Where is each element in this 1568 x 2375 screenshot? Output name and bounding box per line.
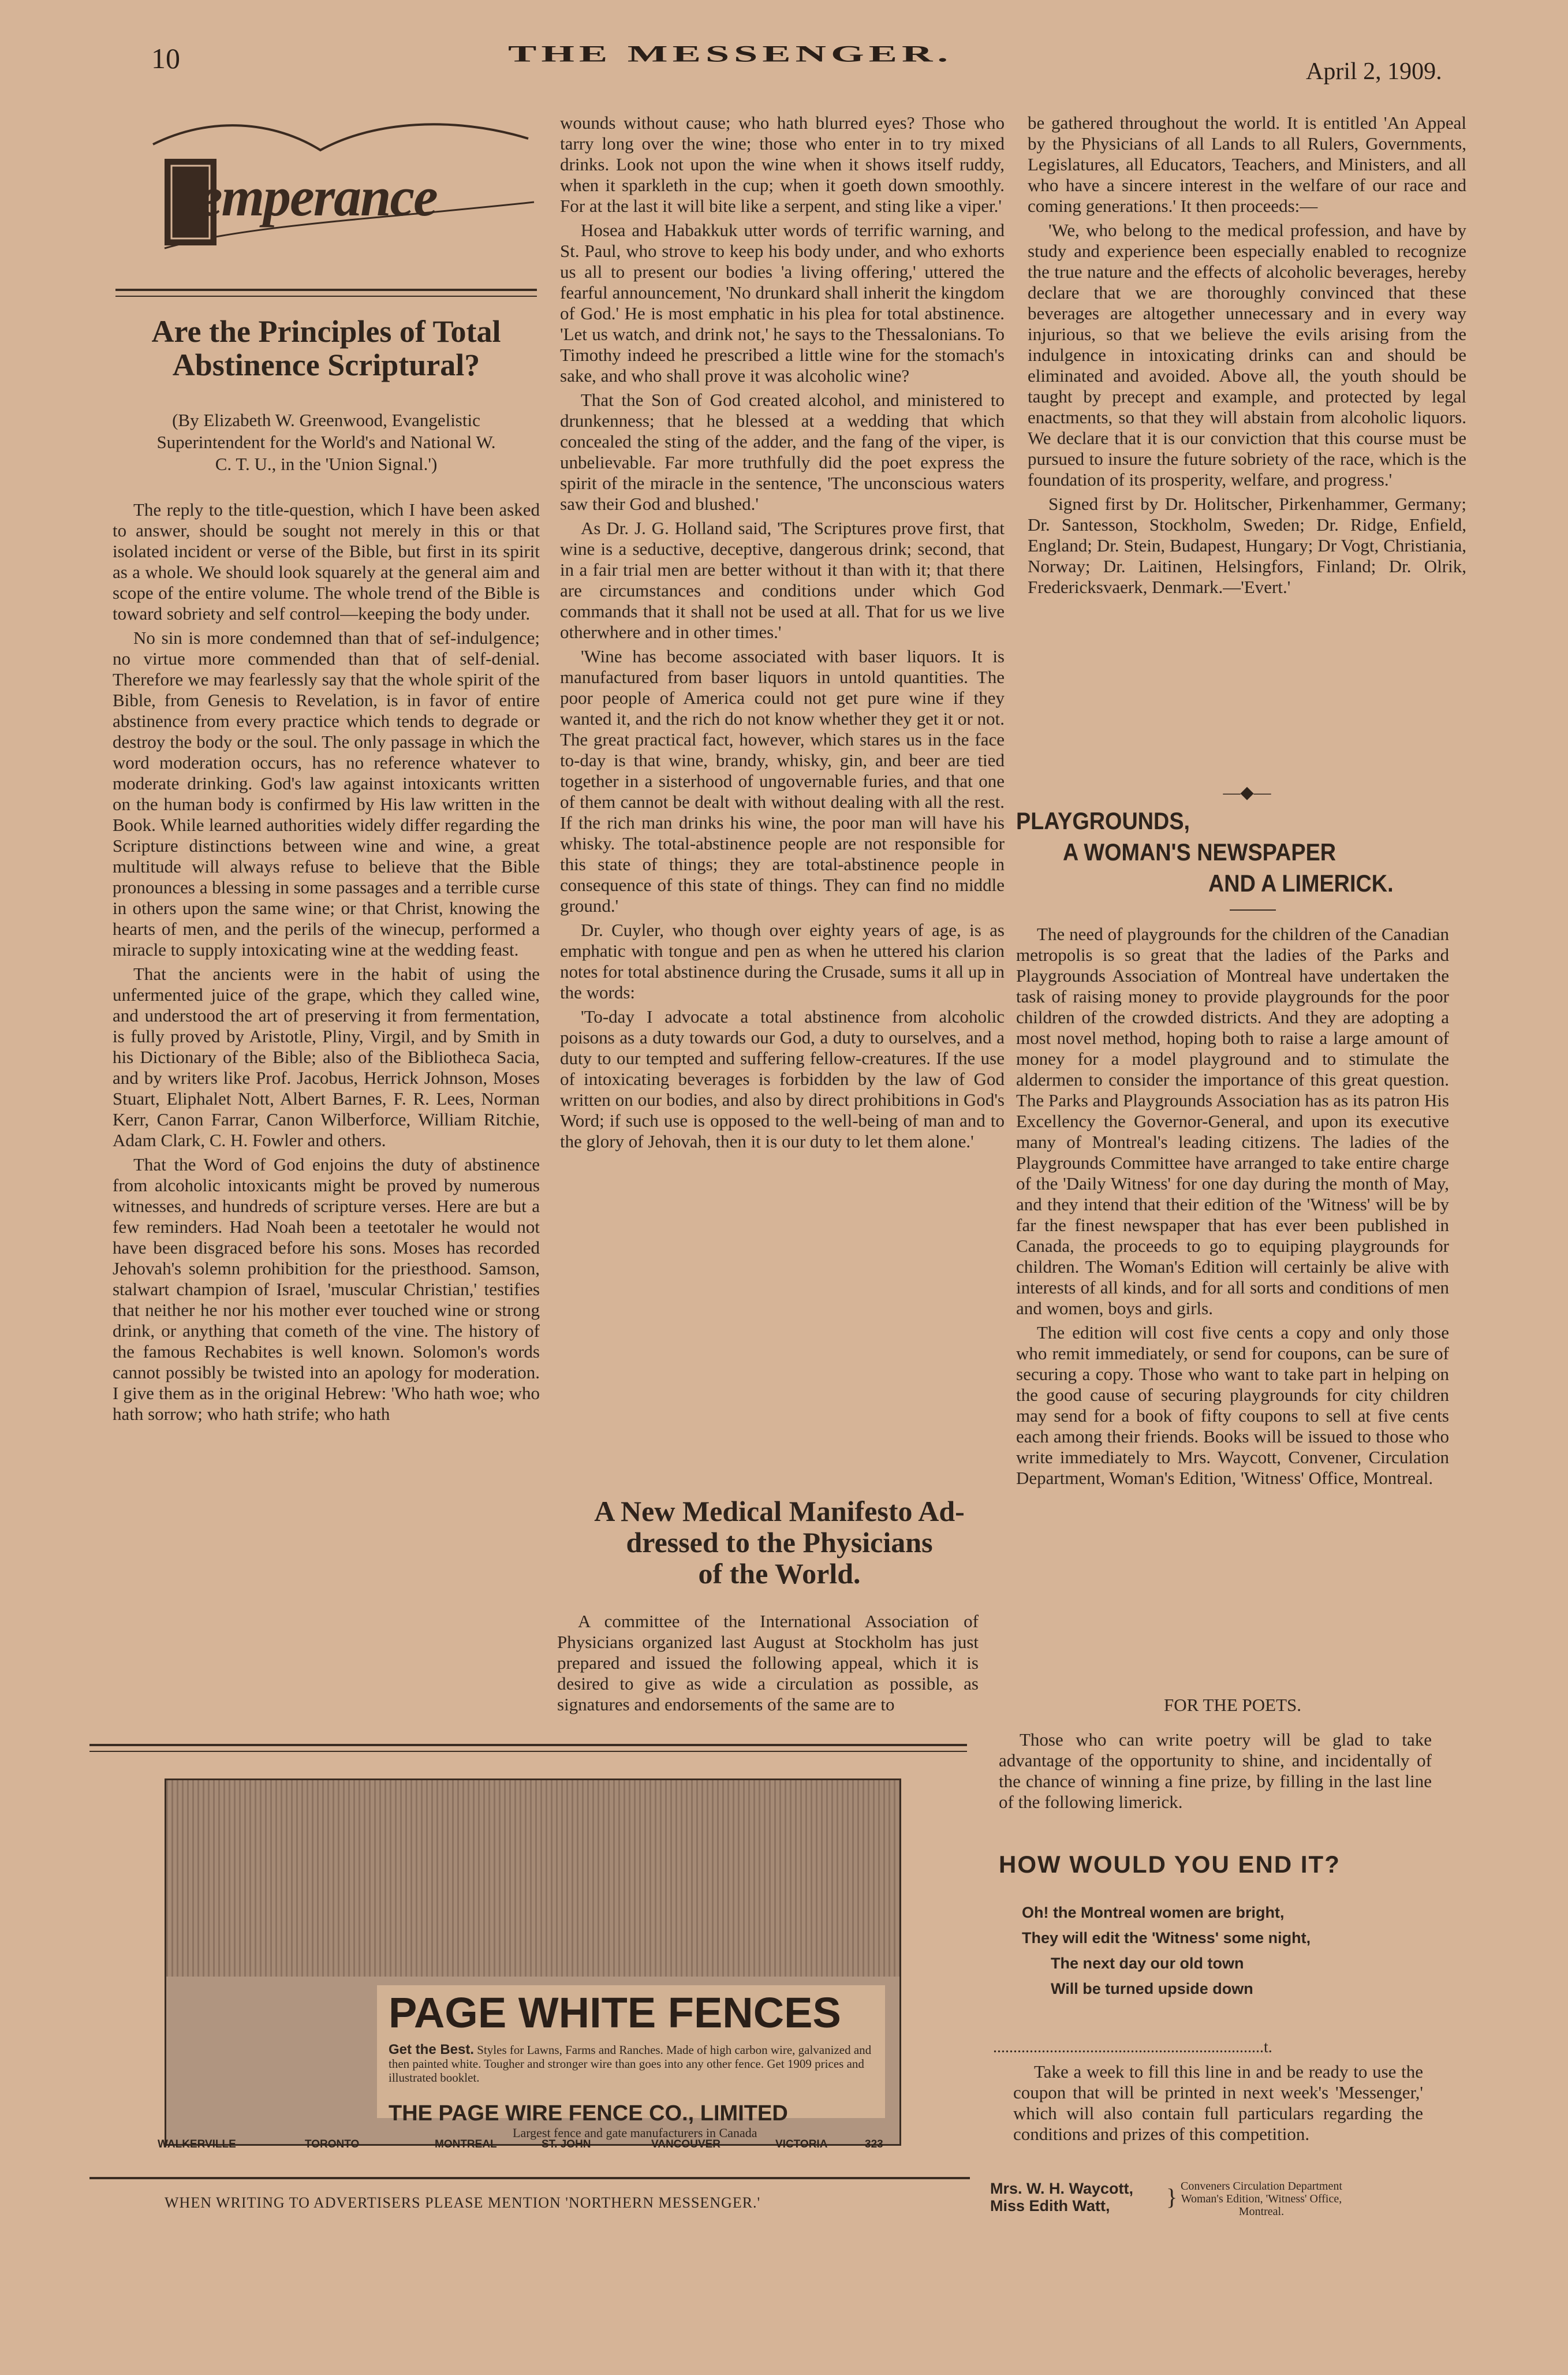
signer-role: Montreal. (1238, 2205, 1285, 2218)
ad-city: WALKERVILLE (158, 2138, 236, 2150)
column2-body (560, 113, 1005, 1155)
issue-date: April 2, 1909. (1306, 58, 1442, 85)
column2-paragraph: wounds without cause; who hath blurred eyes? Those who tarry long over the wine; those who enter in to try mixed drinks. Look not upon the wine when it shows itself ruddy, when it sparkleth in the cup; when it goeth down smoothly. For at the last it will bite like a serpent, and sting like a viper.' (560, 113, 1005, 216)
column2-paragraph: 'To-day I advocate a total abstinence from alcoholic poisons as a duty towards our God, a duty to ourselves, and a duty to our tempted and suffering fellow-creatures. If the use of intoxicating beverages is forbidden by the law of God written on our bodies, and also by direct prohibitions in God's Word; if such use is opposed to the well-being of man and to the glory of Jehovah, then it is our duty to let them alone.' (560, 1006, 1005, 1151)
column3-paragraph: Signed first by Dr. Holitscher, Pirkenhammer, Germany; Dr. Santesson, Stockholm, Sweden; Dr. Ridge, Enfield, England; Dr. Stein, Budapest, Hungary; Dr Vogt, Christiania, Norway; Dr. Laitinen, Helsingfors, Finland; Dr. Olrik, Fredericksvaerk, Denmark.—'Evert.' (1028, 494, 1466, 597)
closing-text (1013, 2061, 1423, 2148)
playgrounds-heading-line2: A WOMAN'S NEWSPAPER (1063, 838, 1336, 866)
signer-role: Woman's Edition, 'Witness' Office, (1181, 2193, 1342, 2205)
section-ornament: ―◆― (1223, 783, 1271, 802)
column3-paragraph: The need of playgrounds for the children of the Canadian metropolis is so great that the ladies of the Parks and Playgrounds Association of Montreal have undertaken the task of raising money to provide playgrounds for the poor children of the crowded districts. And they are adopting a most novel method, hoping both to raise a large amount of money for a model playground and to stimulate the aldermen to consider the importance of this great question. The Parks and Playgrounds Association has as its patron His Excellency the Governor-General, and upon its executive many of Montreal's leading citizens. The ladies of the Playgrounds Committee have arranged to take entire charge of the 'Daily Witness' for one day during the month of May, and they intend that their edition of the 'Witness' will be by far the finest newspaper that has ever been published in Canada, the proceeds to go to equiping playgrounds for children. The Woman's Edition will certainly be alive with interests of all kinds, and for all sorts and conditions of men and women, boys and girls. (1016, 924, 1449, 1318)
playgrounds-body (1016, 924, 1449, 1492)
limerick-line: The next day our old town (1051, 1955, 1244, 1972)
closing-paragraph: Take a week to fill this line in and be ready to use the coupon that will be printed in next week's 'Messenger,' which will also contain full particulars regarding the conditions and prizes of this competition. (1013, 2061, 1423, 2144)
ad-city: TORONTO (305, 2138, 360, 2150)
advertisement (158, 1779, 901, 2150)
column2-paragraph: A committee of the International Association of Physicians organized last August at Stockholm has just prepared and issued the following appeal, which it is desired to give as wide a circulation as possible, as signatures and endorsements of the same are to (557, 1611, 979, 1714)
article1-paragraph: No sin is more condemned than that of sef-indulgence; no virtue more commended than that of self-denial. Therefore we may fearlessly say that the whole spirit of the Bible, from Genesis to Revelation, is in favor of entire abstinence from every practice which tends to degrade or destroy the body or the soul. The only passage in which the word moderation occurs, has no reference whatever to moderate drinking. God's law against intoxicants written on the human body is confirmed by His law written in the Book. While learned authorities widely differ regarding the Scripture distinctions between wine and wine, a great multitude will always refuse to believe that the Bible pronounces a blessing in some passages and a terrible curse in others upon the same wine; or that Christ, knowing the hearts of men, and the perils of the winecup, performed a miracle to supply intoxicating wine at the wedding feast. (113, 628, 540, 960)
poets-paragraph: Those who can write poetry will be glad to take advantage of the opportunity to shine, and incidentally of the chance of winning a fine prize, by filling in the last line of the following limerick. (999, 1729, 1432, 1812)
limerick-line: They will edit the 'Witness' some night, (1022, 1929, 1311, 1947)
limerick-line: Will be turned upside down (1051, 1980, 1253, 1997)
playgrounds-heading (1016, 806, 1421, 899)
article1-paragraph: That the Word of God enjoins the duty of abstinence from alcoholic intoxicants might be proved by numerous witnesses, and hundreds of scripture verses. Here are but a few reminders. Had Noah been a teetotaler he would not have been disgraced before his sons. Moses has recorded Jehovah's solemn prohibition for the priesthood. Samson, stalwart champion of Israel, 'muscular Christian,' testifies that neither he nor his mother ever touched wine or strong drink, or anything that cometh of the vine. The history of the famous Rechabites is well known. Solomon's words cannot possibly be twisted into an apology for moderation. I give them as in the original Hebrew: 'Who hath woe; who hath sorrow; who hath strife; who hath (113, 1154, 540, 1424)
article1-paragraph: That the ancients were in the habit of using the unfermented juice of the grape, which they called wine, and understood the art of preserving it from fermentation, is fully proved by Aristotle, Pliny, Virgil, and by Smith in his Dictionary of the Bible; also of the Bibliotheca Sacia, and by writers like Prof. Jacobus, Herrick Johnson, Moses Stuart, Eliphalet Nott, Albert Barnes, F. R. Lees, Norman Kerr, Canon Farrar, Canon Wilberforce, William Ritchie, Adam Clark, C. H. Fowler and others. (113, 964, 540, 1150)
ad-city: VANCOUVER (651, 2138, 720, 2150)
column2-paragraph: As Dr. J. G. Holland said, 'The Scriptures prove first, that wine is a seductive, deceptive, dangerous drink; second, that in a fair trial men are better without it than with it; that there are circumstances and conditions under which God commands that it shall not be used at all. That for us we live otherwhere and in other times.' (560, 518, 1005, 642)
temperance-logo (130, 110, 546, 266)
playgrounds-heading-line1: PLAYGROUNDS, (1016, 807, 1190, 834)
signer-watt: Miss Edith Watt, (990, 2197, 1110, 2214)
article-title-line1: Are the Principles of Total (151, 314, 501, 349)
masthead: THE MESSENGER. (508, 40, 953, 67)
article1-paragraph: The reply to the title-question, which I have been asked to answer, should be sought not merely in this or that isolated incident or verse of the Bible, but first in its spirit as a whole. We should look squarely at the general aim and scope of the entire volume. The whole trend of the Bible is toward sobriety and self control—keeping the body under. (113, 499, 540, 624)
signer-role: Conveners Circulation Department (1181, 2180, 1342, 2193)
column2-paragraph: Dr. Cuyler, who though over eighty years of age, is as emphatic with tongue and pen as when he uttered his clarion notes for total abstinence during the Crusade, sums it all up in the words: (560, 920, 1005, 1002)
column2-paragraph: Hosea and Habakkuk utter words of terrific warning, and St. Paul, who strove to keep his body under, and who exhorts us all to present our bodies 'a living offering,' uttered the fearful announcement, 'No drunkard shall inherit the kingdom of God.' He is most emphatic in his plea for total abstinence. 'Let us watch, and drink not,' he says to the Thessalonians. To Timothy indeed he prescribed a little wine for the stomach's sake, and who shall prove it was alcoholic wine? (560, 220, 1005, 386)
temperance-logo-text: Temperance (170, 166, 437, 228)
footer-notice: WHEN WRITING TO ADVERTISERS PLEASE MENTION 'NORTHERN MESSENGER.' (165, 2194, 761, 2211)
ad-company-sub: Largest fence and gate manufacturers in Canada (513, 2126, 757, 2140)
medical-title-line3: of the World. (698, 1557, 861, 1590)
medical-manifesto-title (548, 1496, 1010, 1589)
column2-paragraph: 'Wine has become associated with baser liquors. It is manufactured from baser liquors in untold quantities. The poor people of America could not get pure wine if they wanted it, and the rich do not know whether they get it or not. The great practical fact, however, which stares us in the face to-day is that wine, brandy, whisky, gin, and beer are tied together in a sisterhood of ungovernable furies, and that one of them cannot be dealt with without dealing with all the rest. If the rich man drinks his wine, the poor man will have his whisky. The total-abstinence people are not responsible for this state of things; they are total-abstinence people in consequence of this state of things. They can find no middle ground.' (560, 646, 1005, 916)
ad-code: 323 (865, 2138, 883, 2150)
ad-city: VICTORIA (775, 2138, 828, 2150)
playgrounds-heading-line3: AND A LIMERICK. (1208, 870, 1394, 897)
column2-paragraph: That the Son of God created alcohol, and ministered to drunkenness; that he blessed at a wedding that which concealed the sting of the adder, and the fang of the viper, is unbelievable. Far more truthfully did the poet express the spirit of the miracle in the sentence, 'The unconscious waters saw their God and blushed.' (560, 390, 1005, 514)
medical-title-line1: A New Medical Manifesto Ad- (594, 1495, 965, 1527)
ad-tagline: Styles for Lawns, Farms and Ranches. Made of high carbon wire, galvanized and then painted white. Tougher and stronger wire than goes into any other fence. Get 1909 prices and illustrated booklet. (389, 2043, 872, 2085)
medical-manifesto-body (557, 1611, 979, 1718)
limerick-heading: HOW WOULD YOU END IT? (999, 1851, 1341, 1878)
poets-text (999, 1729, 1432, 1816)
ad-city: MONTREAL (435, 2138, 497, 2150)
ad-company: THE PAGE WIRE FENCE CO., LIMITED (389, 2101, 788, 2126)
medical-title-line2: dressed to the Physicians (626, 1526, 933, 1559)
ad-city: ST. JOHN (542, 2138, 591, 2150)
article-title-line2: Abstinence Scriptural? (172, 348, 480, 382)
column3-paragraph: be gathered throughout the world. It is entitled 'An Appeal by the Physicians of all Lands to all Rulers, Governments, Legislatures, all Educators, Teachers, and Ministers, and all who have a sincere interest in the welfare of our race and coming generations.' It then proceeds:— (1028, 113, 1466, 216)
newspaper-page: 10 THE MESSENGER. April 2, 1909. Temperance Are the Principles of Total Abstinence Scriptural? (By Elizabeth W. Greenwood, Evangelistic Superintendent for the World's and National W. C. T. U., in the 'Union Signal.') The reply to the title-question, which I have been asked to answer, should be sought not merely in this or that isolated incident or verse of the Bible, but first in its spirit as a whole. We should look squarely at the general aim and scope of the entire volume. The whole trend of the Bible is toward sobriety and self control—keeping the body under. No sin is more condemned than that of sef-indulgence; no virtue more commended than that of self-denial. Therefore we may fearlessly say that the whole spirit of the Bible, from Genesis to Revelation, is in favor of entire abstinence from every practice which tends to degrade or destroy the body or the soul. The only passage in which the word moderation occurs, has no reference whatever to moderate drinking. God's law against intoxicants written on the human body is confirmed by His law written in the Book. While learned authorities widely differ regarding the Scripture distinctions between wine and wine, a great multitude will always refuse to believe that the Bible pronounces a blessing in some passages and a terrible curse in others upon the same wine; or that Christ, knowing the hearts of men, and the perils of the winecup, performed a miracle to supply intoxicating wine at the wedding feast. That the ancients were in the habit of using the unfermented juice of the grape, which they called wine, and understood the art of preserving it from fermentation, is fully proved by Aristotle, Pliny, Virgil, and by Smith in his Dictionary of the Bible; also of the Bibliotheca Sacia, and by writers like Prof. Jacobus, Herrick Johnson, Moses Stuart, Eliphalet Nott, Albert Barnes, F. R. Lees, Norman Kerr, Canon Farrar, Canon Wilberforce, William Ritchie, Adam Clark, C. H. Fowler and others. That the Word of God enjoins the duty of abstinence from alcoholic intoxicants might be proved by numerous witnesses, and hundreds of scripture verses. Here are but a few reminders. Had Noah been a teetotaler he would not have been disgraced before his sons. Moses has recorded Jehovah's solemn prohibition for the priesthood. Samson, stalwart champion of Israel, 'muscular Christian,' testifies that neither he nor his mother ever touched wine or strong drink, or anything that cometh of the vine. The history of the famous Rechabites is well known. Solomon's words cannot possibly be twisted into an apology for moderation. I give them as in the original Hebrew: 'Who hath woe; who hath sorrow; who hath strife; who hath wounds without cause; who hath blurred eyes? Those who tarry long over the wine; those who enter in to try mixed drinks. Look not upon the wine when it shows itself ruddy, when it sparkleth in the cup; when it goeth down smoothly. For at the last it will bite like a serpent, and sting like a viper.' Hosea and Habakkuk utter words of terrific warning, and St. Paul, who strove to keep his body under, and who exhorts us all to present our bodies 'a living offering,' uttered the fearful announcement, 'No drunkard shall inherit the kingdom of God.' He is most emphatic in his plea for total abstinence. 'Let us watch, and drink not,' he says to the Thessalonians. To Timothy indeed he prescribed a little wine for the stomach's sake, and who shall prove it was alcoholic wine? That the Son of God created alcohol, and ministered to drunkenness; that he blessed at a wedding that which concealed the sting of the adder, and the fang of the viper, is unbelievable. Far more truthfully did the poet express the spirit of the miracle in the sentence, 'The unconscious waters saw their God and blushed.' As Dr. J. G. Holland said, 'The Scriptures prove first, that wine is a seductive, deceptive, dangerous drink; second, that in a fair trial men are better without it than with it; that there are circumstances and conditions under which God commands that it shall not be used at all. That for us we live otherwhere and in other times.' 'Wine has become associated with baser liquors. It is manufactured from baser liquors in untold quantities. The poor people of America could not get pure wine if they wanted it, and the rich do not know whether they get it or not. The great practical fact, however, which stares us in the face to-day is that wine, brandy, whisky, gin, and beer are tied together in a sisterhood of ungovernable furies, and that one of them cannot be dealt with without dealing with all the rest. If the rich man drinks his wine, the poor man will have his whisky. The total-abstinence people are not responsible for this state of things; they are total-abstinence people in consequence of this state of things. They can find no middle ground.' Dr. Cuyler, who though over eighty years of age, is as emphatic with tongue and pen as when he uttered his clarion notes for total abstinence during the Crusade, sums it all up in the words: 'To-day I advocate a total abstinence from alcoholic poisons as a duty towards our God, a duty to ourselves, and a duty to our tempted and suffering fellow-creatures. If the use of intoxicating beverages is forbidden by the law of God written on our bodies, and also by direct prohibitions in God's Word; if such use is opposed to the well-being of man and to the glory of Jehovah, then it is our duty to let them alone.' A New Medical Manifesto Ad- dressed to the Physicians of the World. A committee of the International Association of Physicians organized last August at Stockholm has just prepared and issued the following appeal, which it is desired to give as wide a circulation as possible, as signatures and endorsements of the same are to be gathered throughout the world. It is entitled 'An Appeal by the Physicians of all Lands to all Rulers, Governments, Legislatures, all Educators, Teachers, and Ministers, and all who have a sincere interest in the welfare of our race and coming generations.' It then proceeds:— 'We, who belong to the medical profession, and have by study and experience been especially enabled to recognize the true nature and the effects of alcoholic beverages, hereby declare that we are thoroughly convinced that these beverages are altogether unnecessary and in every way injurious, so that we believe the evils arising from the indulgence in intoxicating drinks can and should be eliminated and avoided. Above all, the youth should be taught by precept and example, and protected by legal enactments, so that they will abstain from alcoholic liquors. We declare that it is our conviction that this course must be pursued to insure the future sobriety of the race, which is the foundation of its prosperity, welfare, and progress.' Signed first by Dr. Holitscher, Pirkenhammer, Germany; Dr. Santesson, Stockholm, Sweden; Dr. Ridge, Enfield, England; Dr. Stein, Budapest, Hungary; Dr Vogt, Christiania, Norway; Dr. Laitinen, Helsingfors, Finland; Dr. Olrik, Fredericksvaerk, Denmark.—'Evert.' ―◆― PLAYGROUNDS, A WOMAN'S NEWSPAPER AND A LIMERICK. The need of playgrounds for the children of the Canadian metropolis is so great that the ladies of the Parks and Playgrounds Association of Montreal have undertaken the task of raising money to provide playgrounds for the poor children of the crowded districts. And they are adopting a most novel method, hoping both to raise a large amount of money for a model playground and to stimulate the aldermen to consider the importance of this great question. The Parks and Playgrounds Association has as its patron His Excellency the Governor-General, and upon its executive many of Montreal's leading citizens. The ladies of the Playgrounds Committee have arranged to take entire charge of the 'Daily Witness' for one day during the month of May, and they intend that their edition of the 'Witness' will be by far the finest newspaper that has ever been published in Canada, the proceeds to go to equiping playgrounds for children. The Woman's Edition will certainly be alive with interests of all kinds, and for all sorts and conditions of men and women, boys and girls. The edition will cost five cents a copy and only those who remit immediately, or send for coupons, can be sure of securing a copy. Those who want to take part in helping on the good cause of securing playgrounds for city children may send for a book of fifty coupons to sell at five cents each among their friends. Books will be issued to those who write immediately to Mrs. Waycott, Convener, Circulation Department, Woman's Edition, 'Witness' Office, Montreal. FOR THE POETS. Those who can write poetry will be glad to take advantage of the opportunity to shine, and incidentally of the chance of winning a fine prize, by filling in the last line of the following limerick. HOW WOULD YOU END IT? Oh! the Montreal women are bright, They will edit the 'Witness' some night, The next day our old town Will be turned upside down ...................................................................t. Take a week to fill this line in and be ready to use the coupon that will be printed in next week's 'Messenger,' which will also contain full particulars regarding the conditions and prizes of this competition. Mrs. W. H. Waycott, Miss Edith Watt, } Conveners Circulation Department Woman's Edition, 'Witness' Office, Montreal. PAGE WHITE FENCES Get the Best. Styles for Lawns, Farms and Ranches. Made of high carbon wire, galvanized and then painted white. Tougher and stronger wire than goes into any other fence. Get 1909 prices and illustrated booklet. THE PAGE WIRE FENCE CO., LIMITED Largest fence and gate manufacturers in Canada WALKERVILLE TORONTO MONTREAL ST. JOHN VANCOUVER VICTORIA 323 WHEN WRITING TO ADVERTISERS PLEASE MENTION 'NORTHERN MESSENGER.' (0, 0, 1568, 2375)
article-byline: (By Elizabeth W. Greenwood, Evangelistic Superintendent for the World's and National W. C. T. U., in the 'Union Signal.') (156, 410, 496, 474)
limerick (1022, 1900, 1426, 2001)
signer-waycott: Mrs. W. H. Waycott, (990, 2180, 1134, 2197)
article1-body (113, 499, 540, 1428)
poets-heading: FOR THE POETS. (1164, 1695, 1301, 1715)
ad-tagline-bold: Get the Best. (389, 2042, 475, 2057)
ad-headline: PAGE WHITE FENCES (389, 1989, 841, 2037)
article-title (113, 315, 540, 382)
column3-paragraph: 'We, who belong to the medical profession, and have by study and experience been especially enabled to recognize the true nature and the effects of alcoholic beverages, hereby declare that we are thoroughly convinced that these beverages are altogether unnecessary and in every way injurious, so that we believe the evils arising from the indulgence in intoxicating drinks can and should be eliminated and avoided. Above all, the youth should be taught by precept and example, and protected by legal enactments, so that they will abstain from alcoholic liquors. We declare that it is our conviction that this course must be pursued to insure the future sobriety of the race, which is the foundation of its prosperity, welfare, and progress.' (1028, 220, 1466, 490)
ad-fence-image (166, 1780, 899, 1977)
limerick-blank-line: ...................................................................t. (993, 2038, 1272, 2056)
limerick-line: Oh! the Montreal women are bright, (1022, 1904, 1285, 1921)
column3-paragraph: The edition will cost five cents a copy and only those who remit immediately, or send for coupons, can be sure of securing a copy. Those who want to take part in helping on the good cause of securing playgrounds for city children may send for a book of fifty coupons to sell at five cents each among their friends. Books will be issued to those who write immediately to Mrs. Waycott, Convener, Circulation Department, Woman's Edition, 'Witness' Office, Montreal. (1016, 1322, 1449, 1488)
page-number: 10 (151, 42, 180, 74)
column3-body (1028, 113, 1466, 601)
